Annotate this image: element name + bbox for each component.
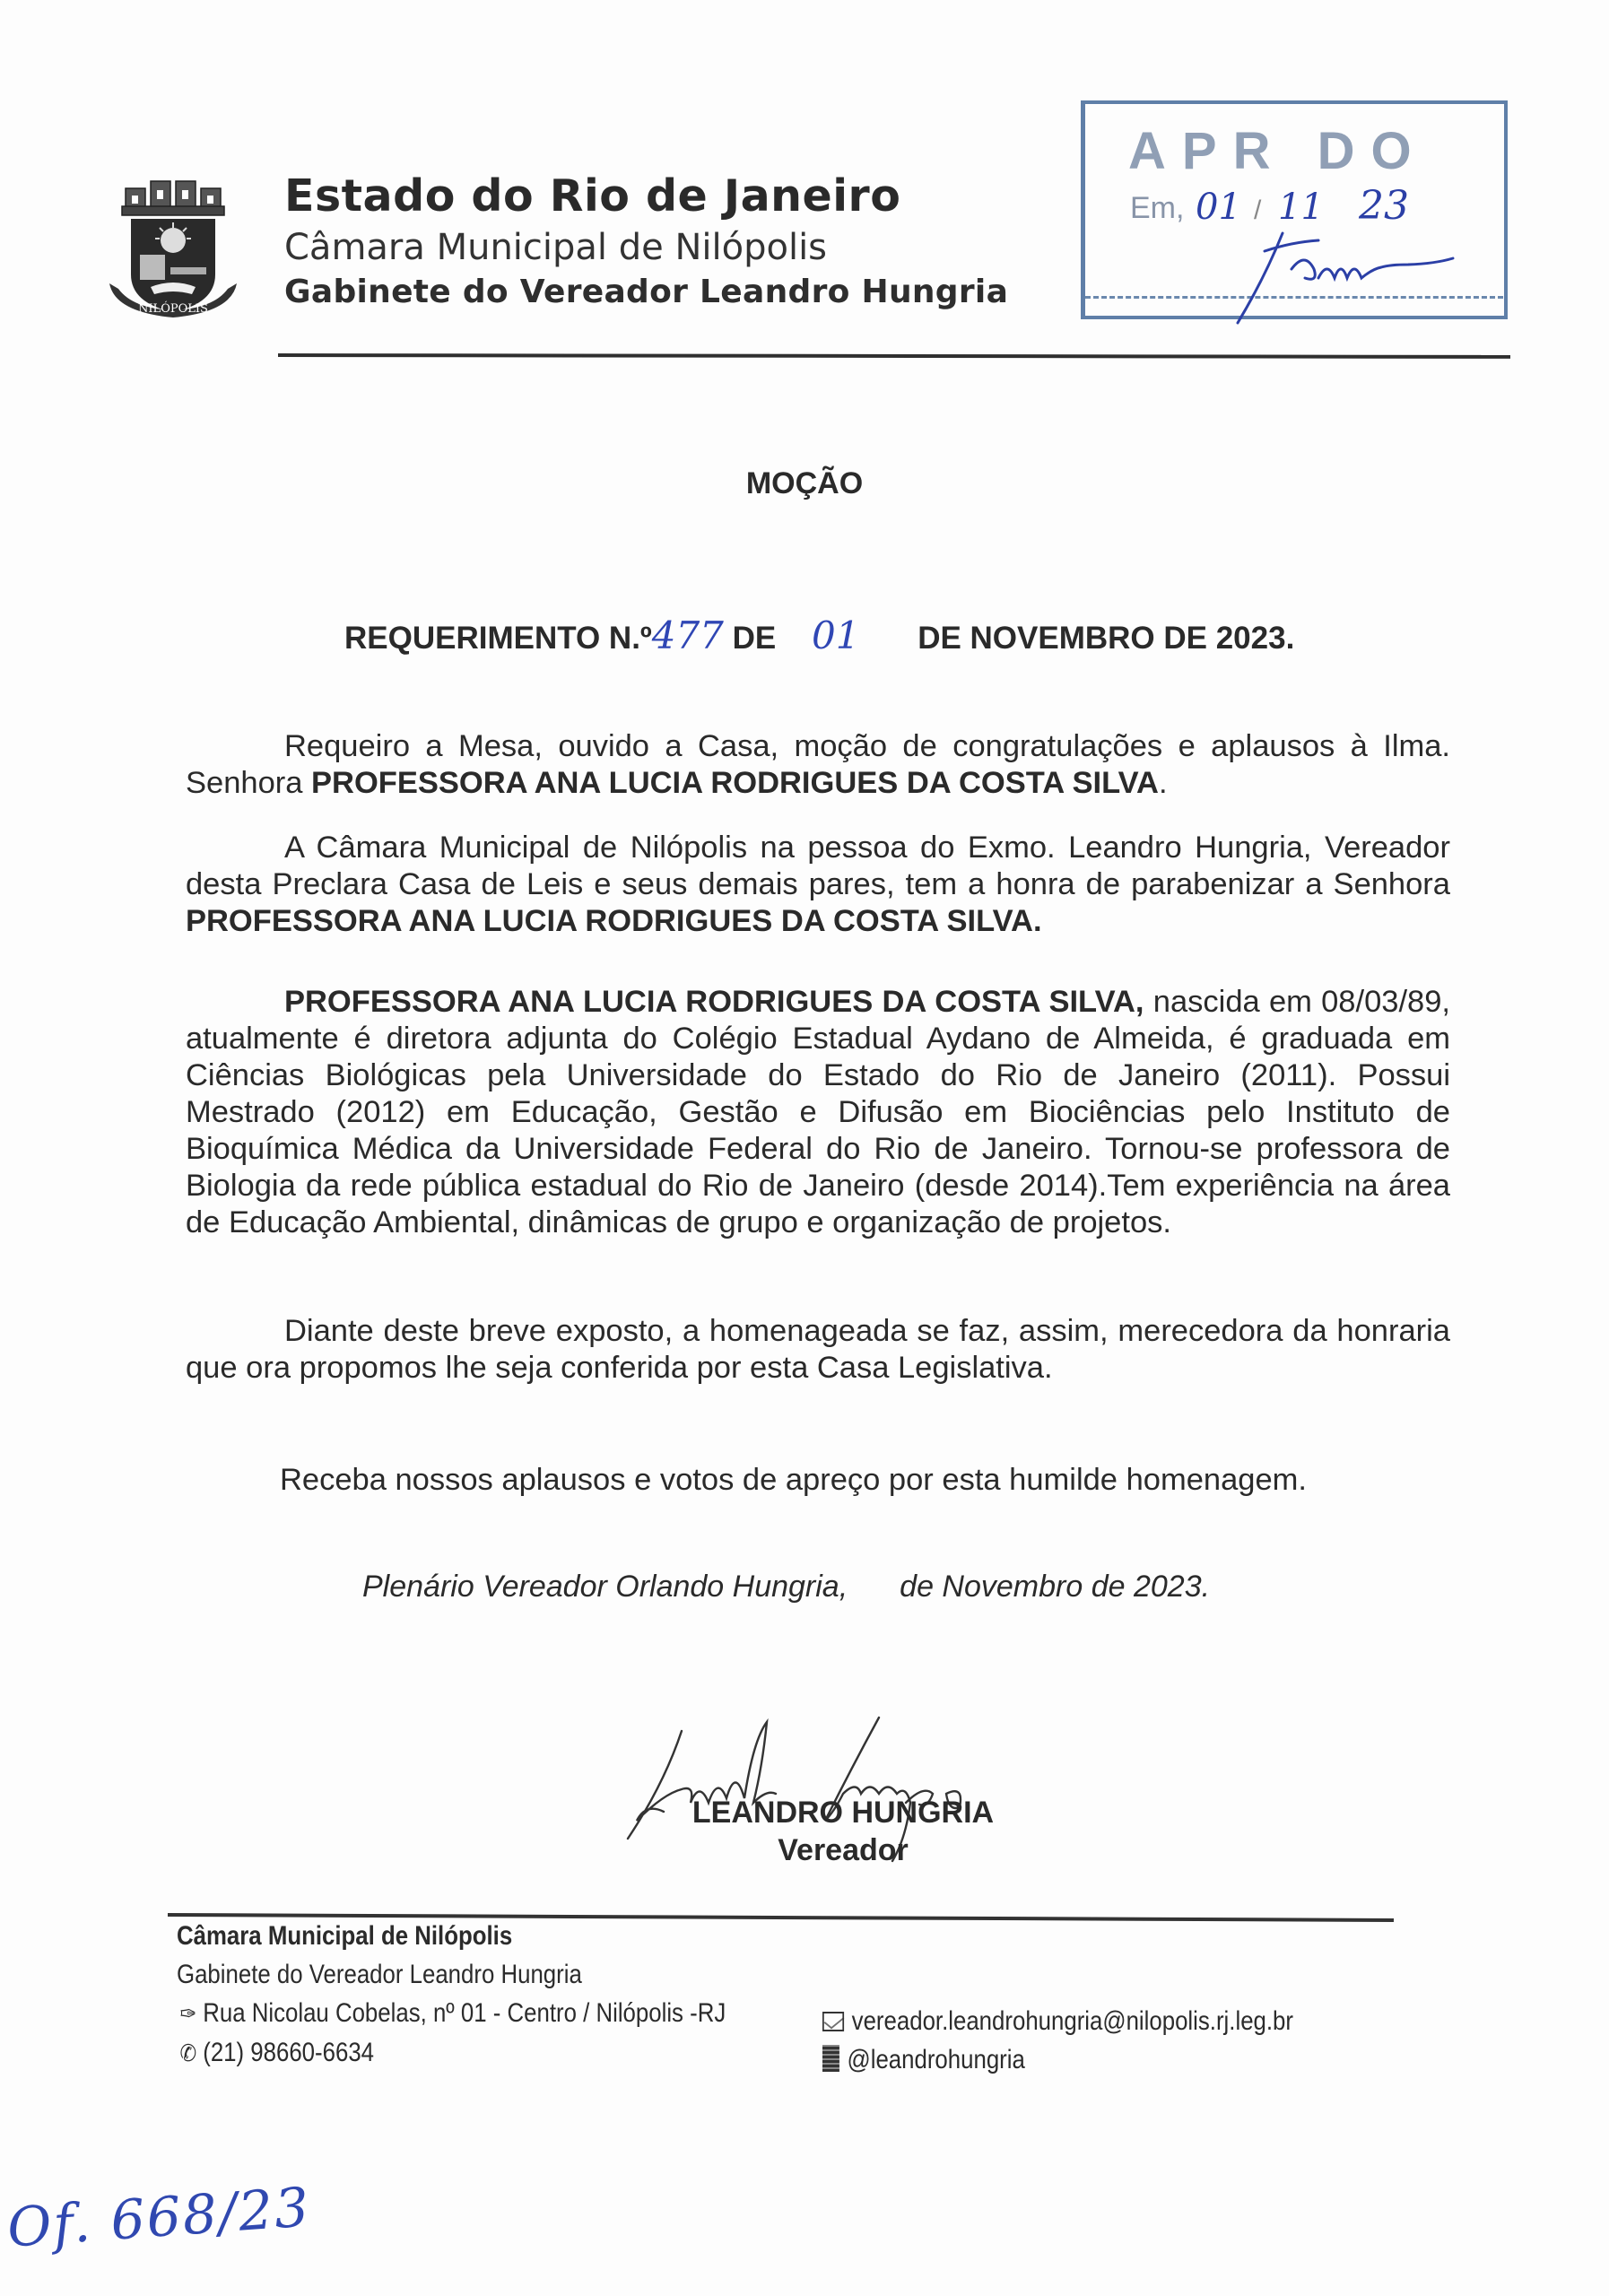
handwritten-office-reference: Of. 668/23 <box>4 2176 313 2260</box>
footer-address <box>177 1998 726 2029</box>
p4-text: Diante deste breve exposto, a homenageada se faz, assim, merecedora da honraria que ora propomos lhe seja conferida por esta Casa Legislativa. <box>186 1314 1450 1385</box>
social-handle[interactable]: @leandrohungria <box>847 2045 1025 2074</box>
place-date-line <box>362 1570 1210 1605</box>
header-chamber: Câmara Municipal de Nilópolis <box>284 227 828 268</box>
header-office: Gabinete do Vereador Leandro Hungria <box>284 274 1009 310</box>
document-title: MOÇÃO <box>745 466 864 500</box>
footer-office: Gabinete do Vereador Leandro Hungria <box>177 1960 582 1989</box>
phone-text: (21) 98660-6634 <box>203 2038 375 2067</box>
request-prefix: REQUERIMENTO N.º <box>344 621 652 656</box>
p1-end: . <box>1158 766 1168 800</box>
p2-text: A Câmara Municipal de Nilópolis na pessoa do Exmo. Leandro Hungria, Vereador desta Preclara Casa de Leis e seus demais pares, tem a honra de parabenizar a Senhora <box>186 831 1450 901</box>
footer-social <box>822 2045 1025 2075</box>
request-line <box>344 613 1294 657</box>
request-day: 01 <box>812 613 860 657</box>
stamp-day: 01 <box>1196 187 1241 228</box>
crest-motto: NILÓPOLIS <box>138 302 208 316</box>
header-divider <box>278 353 1510 359</box>
footer-chamber: Câmara Municipal de Nilópolis <box>177 1921 513 1951</box>
qr-code-icon <box>822 2045 839 2072</box>
request-mid: DE <box>732 621 777 656</box>
header-state: Estado do Rio de Janeiro <box>284 170 901 222</box>
email-link[interactable]: vereador.leandrohungria@nilopolis.rj.leg.br <box>851 2006 1294 2036</box>
signatory-name: LEANDRO HUNGRIA <box>691 1796 995 1830</box>
paragraph-conclusion <box>186 1313 1450 1387</box>
stamp-month: 11 <box>1278 187 1324 228</box>
map-pin-icon: ✑ <box>179 2000 197 2027</box>
footer-phone <box>177 2038 374 2068</box>
honoree-name: PROFESSORA ANA LUCIA RODRIGUES DA COSTA SILVA <box>311 766 1159 800</box>
paragraph-request <box>186 728 1450 802</box>
stamp-title: APR DO <box>1128 122 1428 180</box>
address-text: Rua Nicolau Cobelas, nº 01 - Centro / Nilópolis -RJ <box>203 1998 726 2028</box>
signatory-role: Vereador <box>778 1833 909 1867</box>
municipal-crest-logo <box>106 169 240 321</box>
place-name: Plenário Vereador Orlando Hungria, <box>362 1570 848 1604</box>
p1-text: Requeiro a Mesa, ouvido a Casa, moção de congratulações e aplausos à Ilma. Senhora <box>186 729 1450 800</box>
p3-text: nascida em 08/03/89, atualmente é diretora adjunta do Colégio Estadual Aydano de Almeida, é graduada em Ciências Biológicas pela Universidade do Estado do Rio de Janeiro (2011). Possui Mestrado (2012) em Educação, Gestão e Difusão em Biociências pelo Instituto de Bioquímica Médica da Universidade Federal do Rio de Janeiro. Tornou-se professora de Biologia da rede pública estadual do Rio de Janeiro (desde 2014).Tem experiência na área de Educação Ambiental, dinâmicas de grupo e organização de projetos. <box>186 985 1451 1239</box>
paragraph-chamber <box>186 830 1450 940</box>
stamp-handwritten-signature <box>1229 215 1462 332</box>
envelope-icon <box>822 2012 844 2031</box>
request-number: 477 <box>651 613 724 657</box>
stamp-year: 23 <box>1359 183 1409 229</box>
stamp-date-prefix: Em, <box>1130 191 1185 225</box>
paragraph-applause <box>186 1462 1450 1499</box>
footer-email <box>822 2006 1293 2037</box>
paragraph-biography <box>186 984 1450 1241</box>
p5-text: Receba nossos aplausos e votos de apreço por esta humilde homenagem. <box>280 1463 1307 1497</box>
place-date: de Novembro de 2023. <box>900 1570 1211 1604</box>
request-suffix: DE NOVEMBRO DE 2023. <box>918 621 1295 656</box>
phone-icon: ✆ <box>179 2039 197 2066</box>
honoree-name: PROFESSORA ANA LUCIA RODRIGUES DA COSTA SILVA, <box>284 985 1144 1019</box>
honoree-name: PROFESSORA ANA LUCIA RODRIGUES DA COSTA SILVA. <box>186 904 1042 938</box>
stamp-separator: / <box>1254 196 1262 225</box>
